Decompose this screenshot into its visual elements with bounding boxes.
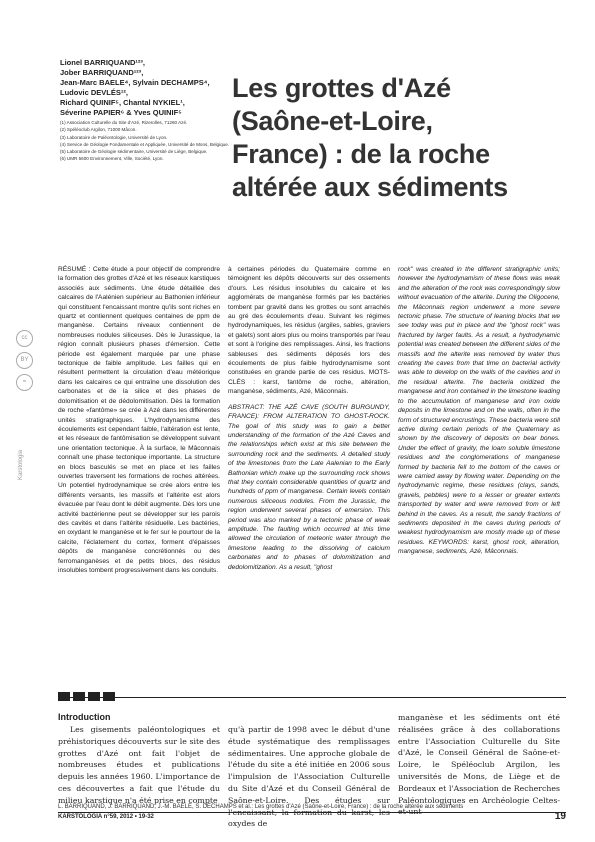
abstract-text: rock" was created in the different stratigraphic units; however the hydrodynamism of these flows was weak and the alteration of the rock was correspondingly slow without evacuation of the alterite. During the Oligocene, the Mâconnais region underwent a more severe tectonic phase. The structure of leaning blocks that we see today was put in place and the "ghost rock" was fractured by larger faults. As a result, a hydrodynamic potential was created between the different sides of the massifs and the alterite was removed by water thus creating the caves from that time on bacterial activity was able to develop on the walls of the cavities and in the residual alterite. The bacteria oxidized the manganese and iron contained in the limestone leading to the accumulation of manganese and iron oxide deposits in the limestone and on the walls, often in the form of structured encrustings. These bacteria were still active during certain periods of the Quaternary as shown by the discovery of deposits on bear bones. Under the effect of gravity, the loam soluble limestone residues and the conglomerations of manganese formed by bacteria fell to the bottom of the caves or were carried away by flowing water. Depending on the hydrodynamic regime, these residues (clays, sands, gravels, pebbles) were to a lesser or greater extents transported by water and were removed from or left behind in the caves. As a result, the sandy fractions of sediments deposited in the caves during periods of weakest hydrodynamism are mostly made up of these residues. KEYWORDS: karst, ghost rock, alteration, manganese, sediments, Azé, Mâconnais.	[398, 266, 561, 556]
cc-icon: cc	[16, 330, 33, 347]
title-line: altérée aux sédiments	[232, 172, 508, 202]
intro-column-3	[398, 712, 560, 818]
affiliation: (3) Laboratoire de Paléontologie, Université de Lyon.	[60, 134, 168, 140]
abstract-text: à certaines périodes du Quaternaire comme en témoignent les dépôts découverts sur des ossements d'ours. Les résidus insolubles du calcaire et les agglomérats de manganèse formés par les bactéries tombent par gravité dans les grottes ou sont arrachés au gré des écoulements d'eau. Suivant les régimes hydrodynamiques, les résidus (argiles, sables, graviers et galets) sont alors plus ou moins transportés par l'eau et sont à l'origine des remplissages. Ainsi, les fractions sableuses des sédiments déposés lors des écoulements de plus faible hydrodynamisme sont constituées en grande partie de ces résidus. MOTS-CLÉS : karst, fantôme de roche, altération, manganèse, sédiments, Azé, Mâconnais.	[228, 266, 390, 396]
affiliation: (6) UMR 5600 Environnement, Ville, Société, Lyon.	[60, 156, 164, 162]
author-line: Ludovic DEVLÉS¹²,	[60, 88, 128, 97]
abstract-english-continued	[398, 265, 560, 557]
by-icon: BY	[16, 352, 33, 369]
author-line: Jean-Marc BAELE⁴, Sylvain DECHAMPS⁴,	[60, 78, 210, 87]
affiliation: (2) Spéléoclub Argilon, 71000 Mâcon.	[60, 127, 137, 133]
affiliation: (4) Service de Géologie Fondamentale et Appliquée, Université de Mons, Belgique.	[60, 141, 230, 147]
affiliation: (5) Laboratoire de Géologie sédimentaire, Université de Liège, Belgique.	[60, 149, 208, 155]
author-line: Lionel BARRIQUAND¹²³,	[60, 58, 145, 67]
section-divider	[58, 697, 566, 698]
article-title	[232, 72, 592, 204]
section-heading: Introduction	[58, 712, 111, 722]
affiliation: (1) Association Culturelle du Site d'Azé, Rizerolles, 71260 Azé.	[60, 120, 188, 125]
abstract-text: RÉSUMÉ : Cette étude a pour objectif de comprendre la formation des grottes d'Azé et les réseaux karstiques associés aux sédiments. Une étude détaillée des calcaires de l'Aalénien supérieur au Bathonien inférieur qui constituent l'encaissant montre qu'ils sont riches en quartz et contiennent quelques centaines de ppm de manganèse. Certains niveaux contiennent de nombreuses nodules siliceuses. Dès le Jurassique, la région connaît plusieurs phases d'émersion. Cette période est également marquée par une phase tectonique de faible amplitude. Les failles qui en résultent permettent la circulation d'eau météorique dans les calcaires ce qui entraîne une dissolution des carbonates et de la silice et des phases de dolomitisation et de dédolomitisation. Dès la formation de roche «fantôme» se crée à Azé dans les différentes unités stratigraphiques. L'hydrodynamisme des écoulements est cependant faible, l'altération est lente, et les réseaux de fantômisation se développent suivant une orientation tectonique. À la surface, le Mâconnais connaît une phase tectonique importante. La structure en blocs basculés se met en place et les failles ouvertes traversent les formations de roches altérées. Un potentiel hydrodynamique se crée alors entre les différents versants, les massifs et l'altérite est alors évacuée par l'eau dont le débit augmente. Dès lors une activité bactérienne peut se développer sur les parois des cavités et dans l'altérite résiduelle. Les bactéries, en oxydant le manganèse et le fer sur le pourtour de la calcite, l'éclatement du cortex, forment d'épaisses dépôts de manganèse concrétionnés ou des ferromanganèses et de petits blocs, des résidus insolubles tombent progressivement dans les conduits.	[58, 266, 220, 574]
sidebar-label: Karstologia	[18, 449, 24, 480]
intro-column-1	[58, 712, 220, 807]
body-text: manganèse et les sédiments ont été réalisées grâce à des collaborations entre l'Association Culturelle du Site d'Azé, le Conseil Général de Saône-et-Loire, le Spéléoclub Argilon, les universités de Mons, de Liège et de Bordeaux et l'Association de Recherches Paléontologiques en Archéologie Celtes-et-unt	[398, 713, 560, 817]
page-number: 19	[554, 811, 566, 822]
body-text: qu'à partir de 1998 avec le début d'une étude systématique des remplissages sédimentaires. Une approche globale de l'étude du site a été initiée en 2006 sous l'impulsion de l'Association Culturelle du Site d'Azé et du Conseil Général de Saône-et-Loire. Des études sur l'encaissant, la formation du karst, les oxydes de	[228, 725, 390, 829]
author-list	[60, 58, 230, 118]
body-text: Les gisements paléontologiques et préhistoriques découverts sur le site des grottes d'Azé ont fait l'objet de nombreuses études et publications depuis les années 1960. L'importance de ces découvertes a fait que l'étude du milieu karstique n'a été prise en compte	[58, 725, 220, 805]
journal-bar	[58, 812, 566, 822]
author-line: Richard QUINIF⁵, Chantal NYKIEL¹,	[60, 98, 185, 107]
author-line: Séverine PAPIER⁶ & Yves QUINIF⁵	[60, 108, 182, 117]
license-sidebar	[12, 290, 38, 480]
nd-icon: =	[16, 374, 33, 391]
affiliation-list	[60, 120, 230, 164]
author-line: Jober BARRIQUAND¹²³,	[60, 68, 144, 77]
abstract-french-continued	[228, 265, 390, 572]
running-footer: L. BARRIQUAND, J. BARRIQUAND, J.-M. BAELE, S. DECHAMPS et al.: Les grottes d'Azé (Saône-et-Loire, France) : de la roche altérée aux sédiments	[58, 804, 464, 810]
title-line: France) : de la roche	[232, 139, 490, 169]
title-line: Les grottes d'Azé	[232, 73, 451, 103]
abstract-french	[58, 265, 220, 575]
journal-reference: KARSTOLOGIA n°59, 2012 • 19-32	[58, 814, 154, 820]
title-line: (Saône-et-Loire,	[232, 106, 433, 136]
abstract-english: ABSTRACT: THE AZÉ CAVE (SOUTH BURGUNDY, FRANCE): FROM ALTERATION TO GHOST-ROCK. The goal of this study was to gain a better understanding of the formation of the Azé Caves and the relationships which exist at this site between the surrounding rock and the sediments. A detailed study of the limestones from the Late Aalenian to the Early Bathonian which make up the surrounding rock shows that they contain considerable quantities of quartz and hundreds of ppm of manganese. Certain levels contain numerous siliceous nodules. From the Jurassic, the region underwent several phases of emersion. This period was also marked by a tectonic phase of weak amplitude. The faulting which occurred at this time allowed the circulation of meteoric water through the limestone leading to the dissolving of calcium carbonates and to phases of dolomitization and dedolomitization. As a result, "ghost	[228, 403, 390, 571]
